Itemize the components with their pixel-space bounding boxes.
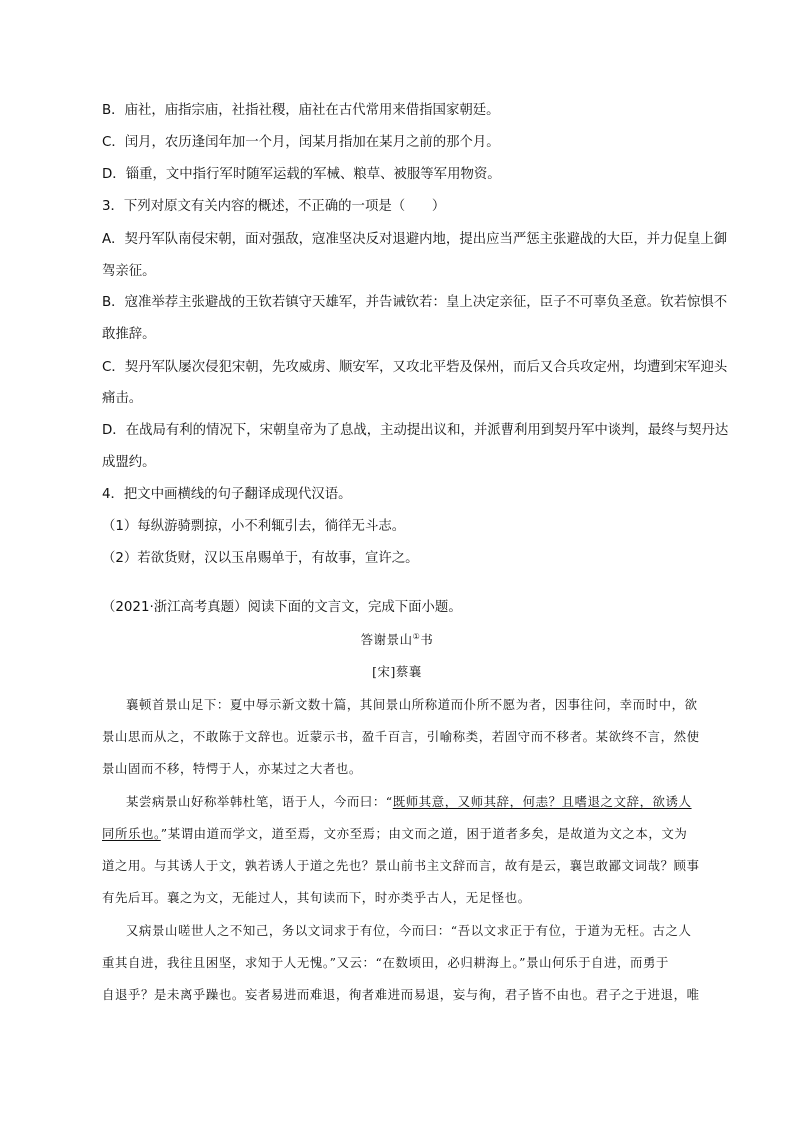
q4-stem: 4．把文中画横线的句子翻译成现代汉语。 [102,487,352,502]
paragraph-2-line-2: 同所乐也。”某谓由道而学文，道至焉，文亦至焉；由文而之道，困于道者多矣，是故道为文之本，文为 [102,826,688,841]
paragraph-3-line-3: 自退乎？是未离乎躁也。妄者易进而难退，徇者难进而易退，妄与徇，君子皆不由也。君子之于进退，唯 [102,987,700,1002]
passage-author: [宋]蔡襄 [372,664,422,679]
underlined-sentence: 既师其意，又师其辞，何恚？且嗜退之文辞，欲诱人 [392,794,692,809]
footnote-marker: ① [412,631,421,641]
q3-option-c-line2: 痛击。 [102,391,143,406]
q2-option-b: B．庙社，庙指宗庙，社指社稷，庙社在古代常用来借指国家朝廷。 [102,103,500,118]
q2-option-c: C．闰月，农历逢闰年加一个月，闰某月指加在某月之前的那个月。 [102,135,500,150]
q2-option-d: D．锱重，文中指行军时随军运载的军械、粮草、被服等军用物资。 [102,167,501,182]
passage-title: 答谢景山①书 [360,631,434,647]
q3-option-b-line1: B．寇准举荐主张避战的王钦若镇守天雄军，并告诫钦若：皇上决定亲征，臣子不可辜负圣意。钦若惊惧不 [102,295,728,310]
passage-intro: （2021·浙江高考真题）阅读下面的文言文，完成下面小题。 [102,600,462,615]
paragraph-2-line-1: 某尝病景山好称举韩杜笔，语于人，今而曰：“既师其意，又师其辞，何恚？且嗜退之文辞，欲诱人 [126,794,692,809]
paragraph-2-line-4: 有先后耳。襄之为文，无能过人，其旬读而下，时亦类乎古人，无足怪也。 [102,890,531,905]
paragraph-3-line-1: 又病景山嗟世人之不知己，务以文词求于有位，今而曰：“吾以文求正于有位，于道为无枉。古之人 [126,923,692,938]
paragraph-1-line-3: 景山固而不移，特愕于人，亦某过之大者也。 [102,761,362,776]
q3-option-d-line2: 成盟约。 [102,455,156,470]
paragraph-1-line-2: 景山思而从之，不敢陈于文辞也。近蒙示书，盈千百言，引喻称类，若固守而不移者。某欲终不言，然使 [102,729,700,744]
paragraph-2-line-3: 道之用。与其诱人于文，孰若诱人于道之先也？景山前书主文辞而言，故有是云，襄岂敢鄙文词哉？顾事 [102,858,700,873]
q3-stem: 3．下列对原文有关内容的概述，不正确的一项是（ ） [102,199,446,214]
q3-option-c-line1: C．契丹军队屡次侵犯宋朝，先攻威虏、顺安军，又攻北平砦及保州，而后又合兵攻定州，均遭到宋军迎头 [102,360,728,375]
q3-option-a-line2: 驾亲征。 [102,264,156,279]
q3-option-a-line1: A．契丹军队南侵宋朝，面对强敌，寇准坚决反对退避内地，提出应当严惩主张避战的大臣，并力促皇上御 [102,232,728,247]
q4-sentence-2: （2）若欲货财，汉以玉帛赐单于，有故事，宣许之。 [102,551,419,566]
underlined-sentence-end: 同所乐也。 [102,826,161,841]
q4-sentence-1: （1）每纵游骑剽掠，小不利辄引去，徜徉无斗志。 [102,519,406,534]
paragraph-1-line-1: 襄顿首景山足下：夏中辱示新文数十篇，其间景山所称道而仆所不愿为者，因事往问，幸而时中，欲 [126,697,698,712]
q3-option-b-line2: 敢推辞。 [102,327,156,342]
q3-option-d-line1: D．在战局有利的情况下，宋朝皇帝为了息战，主动提出议和，并派曹利用到契丹军中谈判，最终与契丹达 [102,423,729,438]
paragraph-3-line-2: 重其自进，我往且困坚，求知于人无愧。”又云：“在数顷田，必归耕海上。”景山何乐于自进，而勇于 [102,955,669,970]
